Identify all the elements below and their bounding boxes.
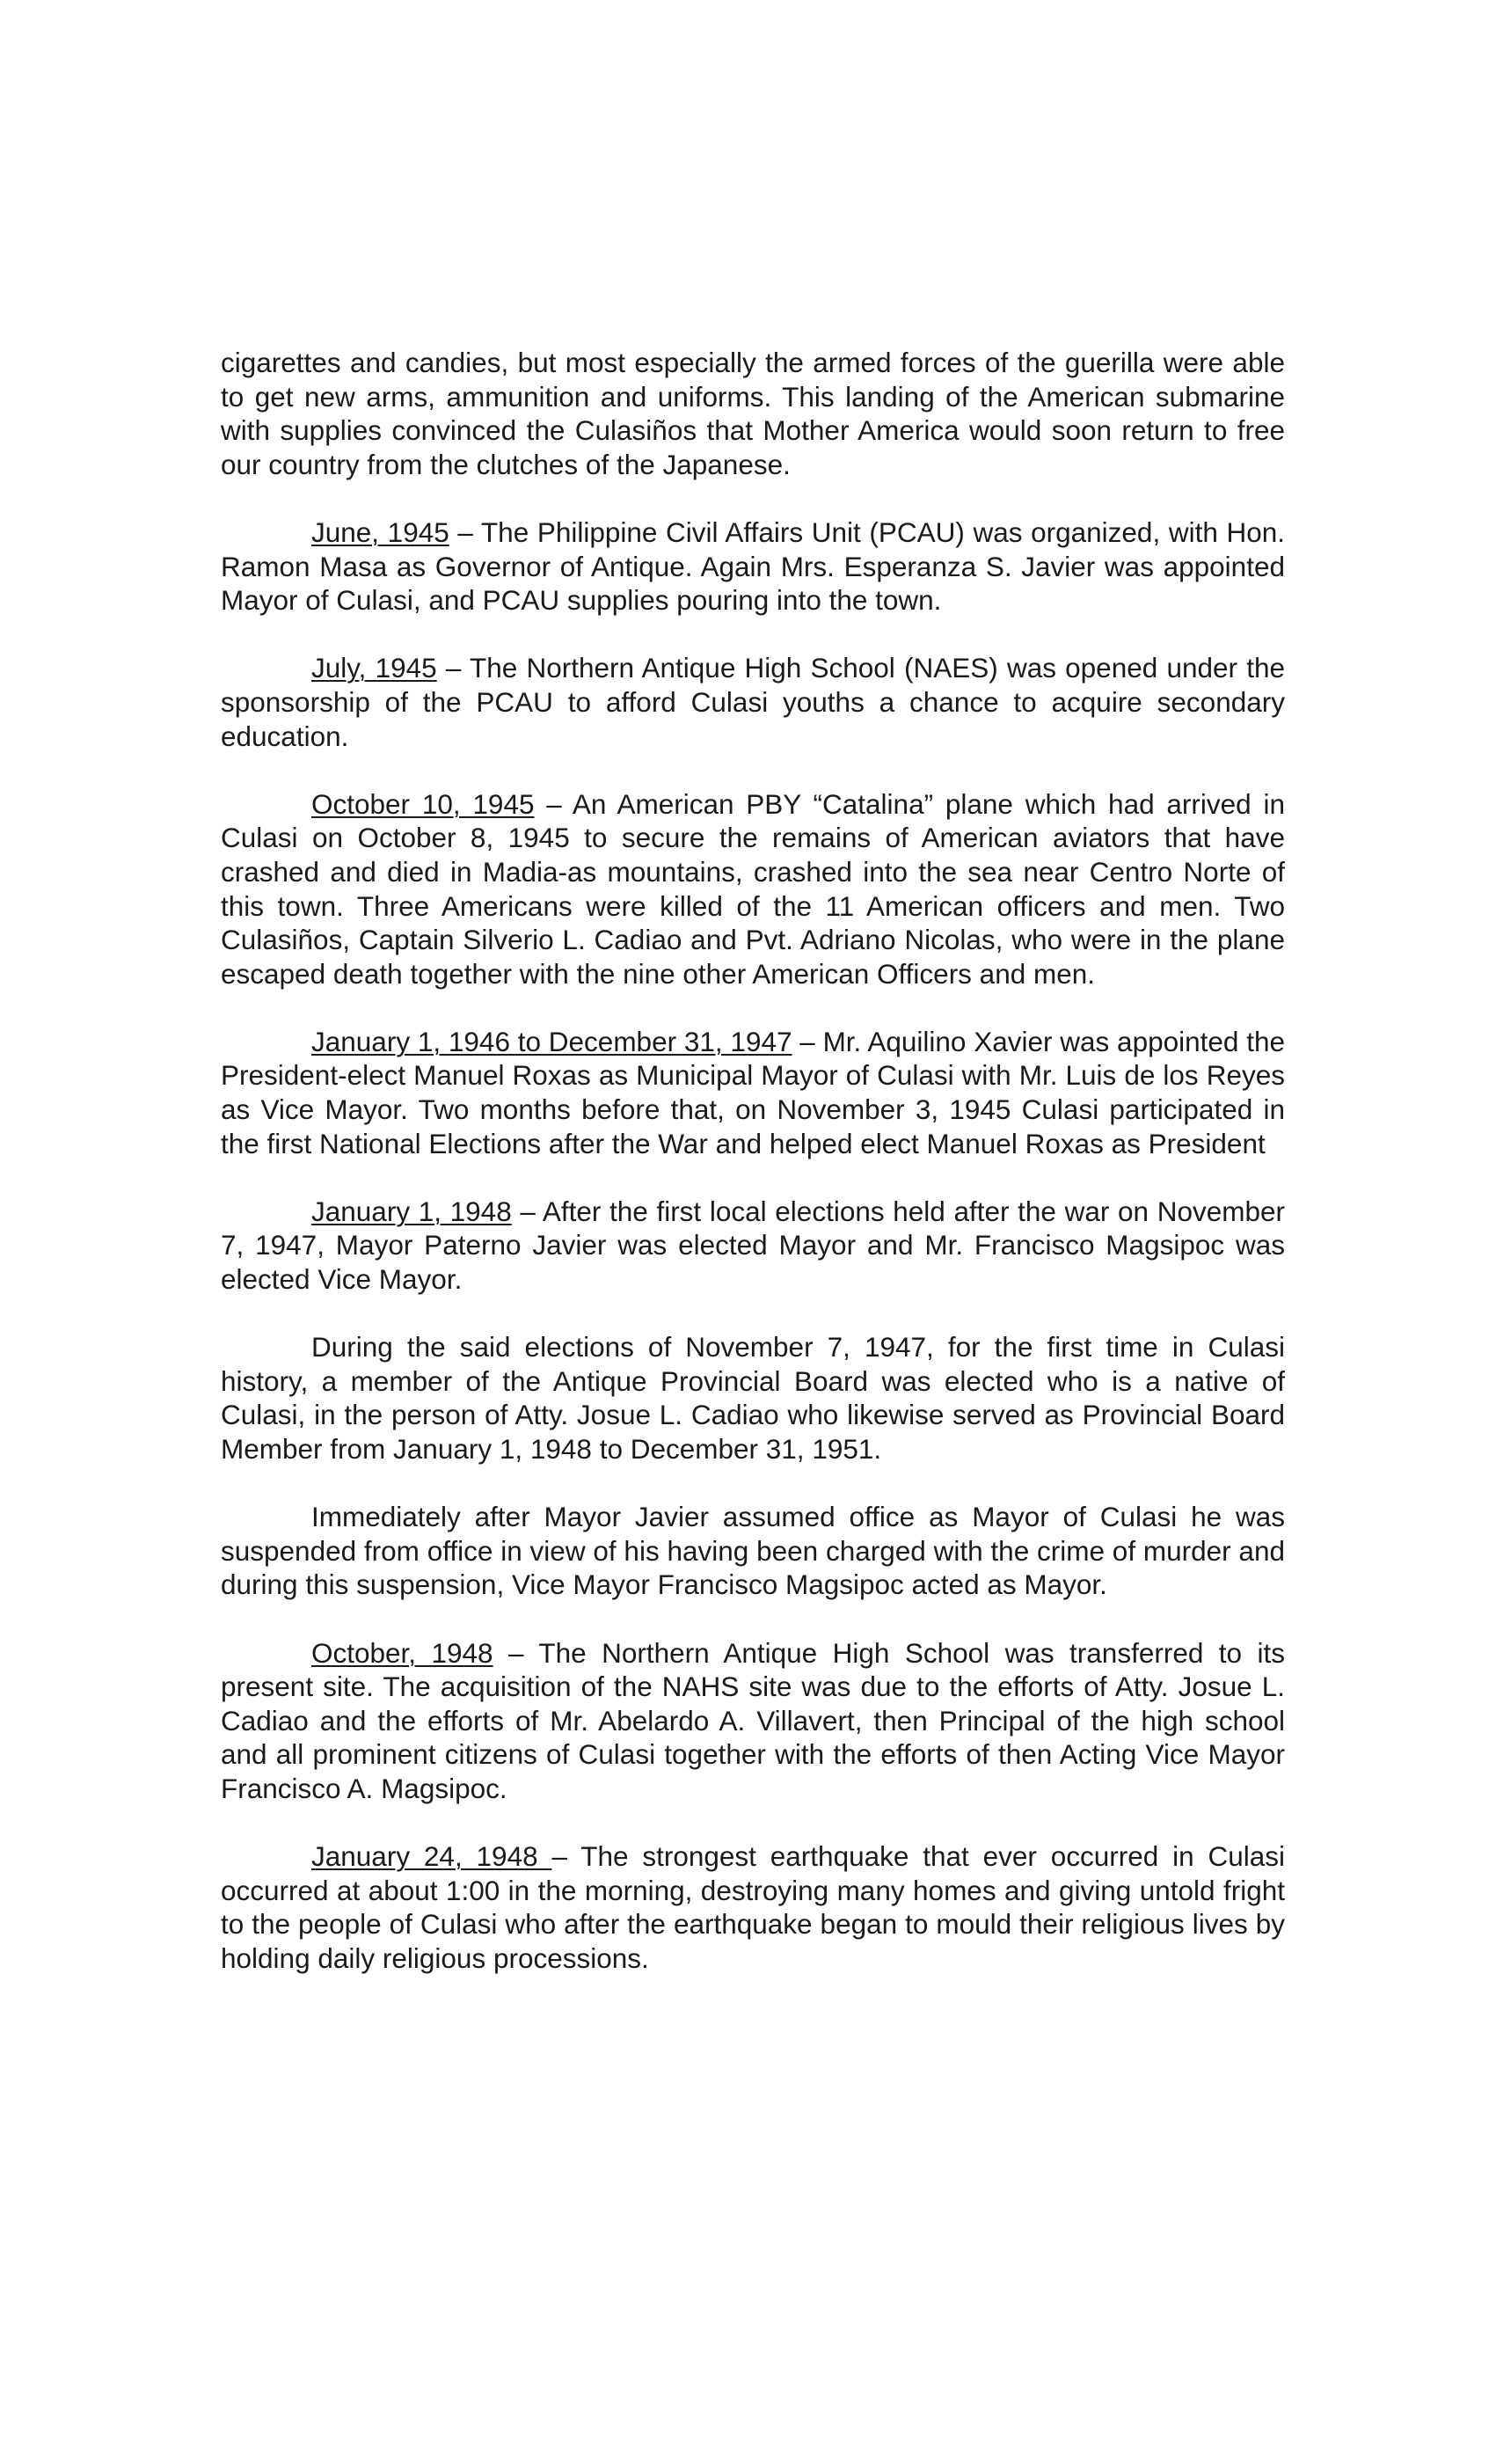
paragraph-text: – The Philippine Civil Affairs Unit (PCAU) was organized, with Hon. Ramon Masa as Governor of Antique. Again Mrs. Esperanza S. Javier was appointed Mayor of Culasi, and PCAU supplies pouring into the town.	[221, 515, 1285, 617]
paragraph-text: – Mr. Aquilino Xavier was appointed the President-elect Manuel Roxas as Municipal Mayor of Culasi with Mr. Luis de los Reyes as Vice Mayor. Two months before that, on November 3, 1945 Culasi participated in the first National Elections after the War and helped elect Manuel Roxas as President	[221, 1025, 1285, 1159]
paragraph-date: January 1, 1948	[311, 1195, 512, 1227]
paragraph-october-1948	[221, 1636, 1285, 1806]
paragraph-october-1945	[221, 787, 1285, 991]
paragraph-earthquake-1948	[221, 1839, 1285, 1975]
paragraph-date: October, 1948	[311, 1636, 493, 1669]
paragraph-date: January 24, 1948	[311, 1840, 552, 1873]
paragraph-continuation	[221, 346, 1285, 481]
paragraph-january-1946	[221, 1025, 1285, 1160]
document-page	[221, 346, 1285, 2009]
paragraph-january-1948	[221, 1195, 1285, 1297]
paragraph-text: – After the first local elections held after the war on November 7, 1947, Mayor Paterno Javier was elected Mayor and Mr. Francisco Magsipoc was elected Vice Mayor.	[221, 1195, 1286, 1296]
paragraph-text: – The Northern Antique High School was transferred to its present site. The acquisition of the NAHS site was due to the efforts of Atty. Josue L. Cadiao and the efforts of Mr. Abelardo A. Villavert, then Principal of the high school and all prominent citizens of Culasi together with the efforts of then Acting Vice Mayor Francisco A. Magsipoc.	[221, 1636, 1285, 1804]
paragraph-text: During the said elections of November 7, 1947, for the first time in Culasi history, a member of the Antique Provincial Board was elected who is a native of Culasi, in the person of Atty. Josue L. Cadiao who likewise served as Provincial Board Member from January 1, 1948 to December 31, 1951.	[221, 1331, 1285, 1465]
paragraph-text: – The strongest earthquake that ever occurred in Culasi occurred at about 1:00 in the morning, destroying many homes and giving untold fright to the people of Culasi who after the earthquake began to mould their religious lives by holding daily religious processions.	[221, 1840, 1286, 1974]
paragraph-text: – An American PBY “Catalina” plane which had arrived in Culasi on October 8, 1945 to secure the remains of American aviators that have crashed and died in Madia-as mountains, crashed into the sea near Centro Norte of this town. Three Americans were killed of the 11 American officers and men. Two Culasiños, Captain Silverio L. Cadiao and Pvt. Adriano Nicolas, who were in the plane escaped death together with the nine other American Officers and men.	[221, 787, 1285, 990]
paragraph-elections-1947	[221, 1330, 1285, 1466]
paragraph-june-1945	[221, 515, 1285, 618]
paragraph-date: June, 1945	[311, 515, 449, 548]
paragraph-suspension	[221, 1500, 1285, 1602]
paragraph-date: January 1, 1946 to December 31, 1947	[311, 1025, 792, 1057]
paragraph-text: – The Northern Antique High School (NAES) was opened under the sponsorship of the PCAU to afford Culasi youths a chance to acquire secondary education.	[221, 652, 1285, 752]
paragraph-date: October 10, 1945	[311, 787, 535, 820]
paragraph-text: Immediately after Mayor Javier assumed office as Mayor of Culasi he was suspended from office in view of his having been charged with the crime of murder and during this suspension, Vice Mayor Francisco Magsipoc acted as Mayor.	[221, 1501, 1285, 1601]
paragraph-text: cigarettes and candies, but most especially the armed forces of the guerilla were able to get new arms, ammunition and uniforms. This landing of the American submarine with supplies convinced the Culasiños that Mother America would soon return to free our country from the clutches of the Japanese.	[221, 347, 1285, 480]
paragraph-july-1945	[221, 651, 1285, 753]
paragraph-date: July, 1945	[311, 652, 437, 684]
